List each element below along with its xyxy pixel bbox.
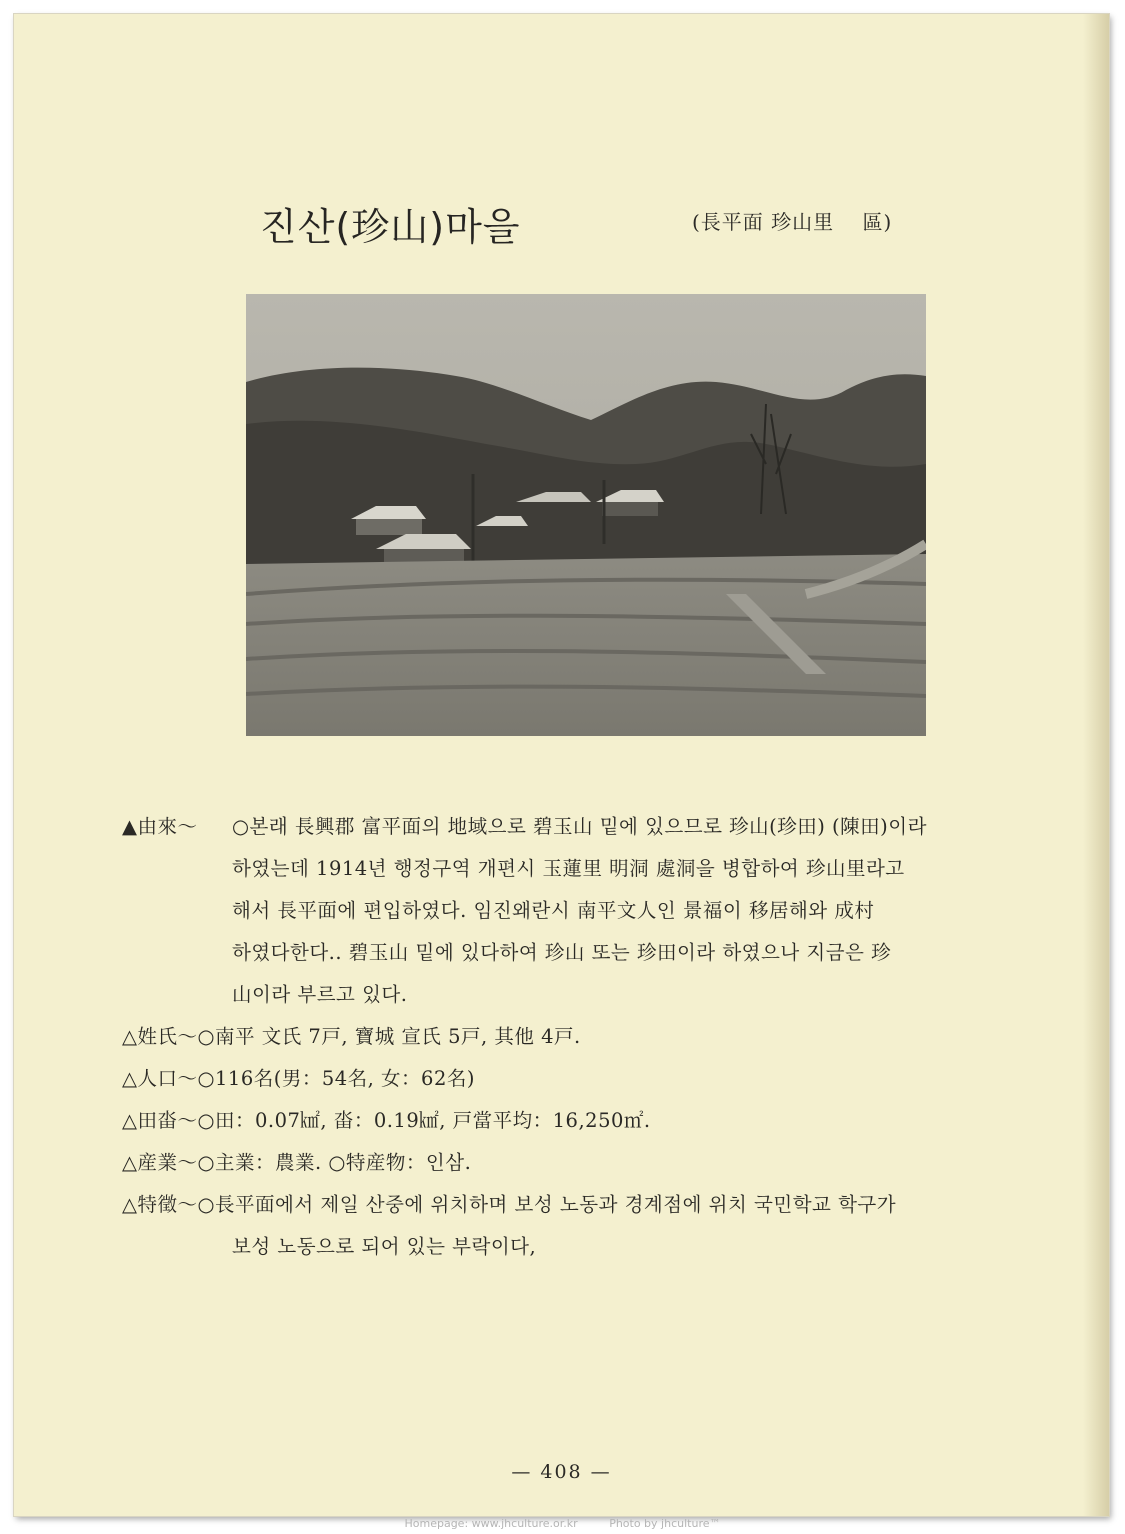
origin-line: 하였다한다.. 碧玉山 밑에 있다하여 珍山 또는 珍田이라 하였으나 지금은 珍 bbox=[232, 941, 892, 964]
origin-line: ○본래 長興郡 富平面의 地域으로 碧玉山 밑에 있으므로 珍山(珍田) (陳田)이라 bbox=[232, 815, 927, 838]
image-footer bbox=[0, 1517, 1125, 1534]
industry-text: ○主業：農業. ○特産物：인삼. bbox=[197, 1151, 472, 1174]
page-subtitle: (長平面 珍山里 區) bbox=[692, 210, 893, 234]
origin-label: ▲由來～ bbox=[122, 815, 198, 838]
page-number: — 408 — bbox=[511, 1461, 612, 1483]
village-photo-image bbox=[246, 294, 926, 736]
origin-line: 山이라 부르고 있다. bbox=[232, 983, 408, 1006]
village-description bbox=[122, 806, 1052, 1268]
population-entry bbox=[122, 1058, 1052, 1100]
feature-line: ○長平面에서 제일 산중에 위치하며 보성 노동과 경계점에 위치 국민학교 학구가 bbox=[197, 1193, 897, 1216]
scanned-page bbox=[14, 14, 1109, 1516]
feature-line: 보성 노동으로 되어 있는 부락이다, bbox=[232, 1235, 537, 1258]
land-entry bbox=[122, 1100, 1052, 1142]
origin-entry bbox=[122, 806, 1052, 848]
population-label: △人口～ bbox=[122, 1067, 198, 1090]
industry-entry bbox=[122, 1142, 1052, 1184]
origin-line: 하였는데 1914년 행정구역 개편시 玉蓮里 明洞 處洞을 병합하여 珍山里라고 bbox=[232, 857, 905, 880]
surname-text: ○南平 文氏 7戸, 寶城 宣氏 5戸, 其他 4戸. bbox=[197, 1025, 581, 1048]
page-title: 진산(珍山)마을 bbox=[260, 205, 521, 249]
industry-label: △産業～ bbox=[122, 1151, 198, 1174]
origin-text bbox=[232, 806, 1052, 848]
population-text: ○116名(男：54名, 女：62名) bbox=[197, 1067, 475, 1090]
feature-entry bbox=[122, 1184, 1052, 1226]
heading bbox=[260, 196, 960, 256]
homepage-link[interactable]: Homepage: www.jhculture.or.kr bbox=[404, 1517, 578, 1530]
village-photo bbox=[246, 294, 926, 736]
land-text: ○田：0.07㎢, 畓：0.19㎢, 戸當平均：16,250㎡. bbox=[197, 1109, 651, 1132]
photo-credit: Photo by jhculture™ bbox=[609, 1517, 721, 1530]
land-label: △田畓～ bbox=[122, 1109, 198, 1132]
feature-label: △特徵～ bbox=[122, 1193, 198, 1216]
origin-line: 해서 長平面에 편입하였다. 임진왜란시 南平文人인 景福이 移居해와 成村 bbox=[232, 899, 875, 922]
surname-label: △姓氏～ bbox=[122, 1025, 198, 1048]
surname-entry bbox=[122, 1016, 1052, 1058]
page-spine-shadow bbox=[1083, 14, 1109, 1516]
